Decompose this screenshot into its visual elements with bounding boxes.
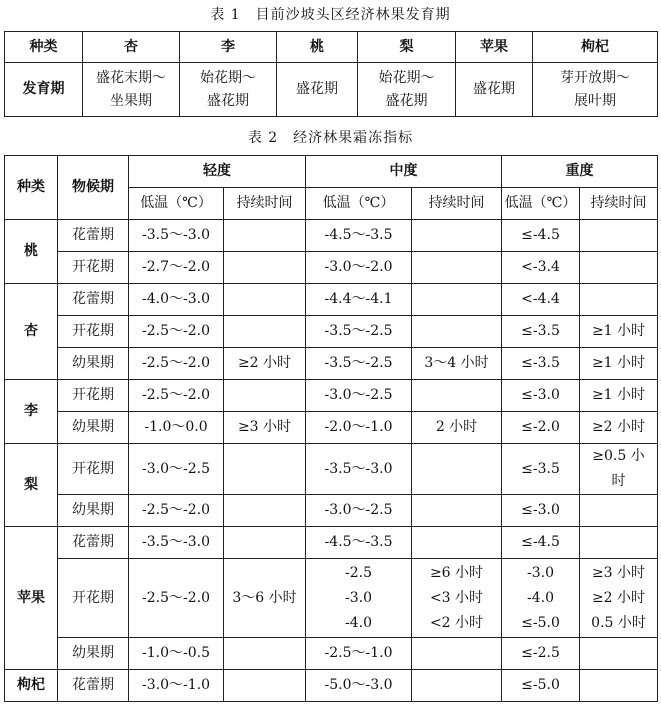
table-row [5,670,658,702]
table-row [5,252,658,284]
stage-cell: 开花期 [58,252,129,284]
temp-cell: -2.5～-2.0 [129,495,224,527]
development-stage-table [4,31,658,117]
header-severe: 重度 [502,156,658,188]
temp-cell: -2.5～-2.0 [129,316,224,348]
duration-cell [412,380,502,412]
duration-cell [412,284,502,316]
header-phenology: 物候期 [58,156,129,220]
subheader-duration: 持续时间 [224,188,306,220]
duration-cell [224,252,306,284]
table1-header-cell: 枸杞 [533,32,658,63]
temp-cell: -4.5～-3.5 [306,527,412,559]
duration-cell [412,670,502,702]
header-light: 轻度 [129,156,306,188]
temp-cell: -2.5 -3.0 -4.0 [306,559,412,638]
temp-cell: -3.5～-2.5 [306,316,412,348]
table1-cell: 盛花末期～ 坐果期 [83,63,180,117]
table1-header-cell: 苹果 [456,32,533,63]
duration-cell [412,444,502,495]
temp-cell: ≤-3.5 [502,348,580,380]
temp-cell: -3.0～-2.5 [306,495,412,527]
duration-cell: ≥2 小时 [580,412,658,444]
temp-cell: -2.0～-1.0 [306,412,412,444]
species-cell: 桃 [5,220,58,284]
temp-cell: -2.7～-2.0 [129,252,224,284]
temp-cell: ≤-2.0 [502,412,580,444]
temp-cell: -1.0～0.0 [129,412,224,444]
duration-cell [224,284,306,316]
table-row [5,348,658,380]
stage-cell: 开花期 [58,316,129,348]
temp-cell: -2.5～-2.0 [129,348,224,380]
temp-cell: ≤-3.5 [502,444,580,495]
header-moderate: 中度 [306,156,502,188]
table1-cell: 盛花期 [456,63,533,117]
table-row [5,444,658,495]
table1-header-row [5,32,658,63]
subheader-duration: 持续时间 [580,188,658,220]
stage-cell: 花蕾期 [58,284,129,316]
table-row [5,495,658,527]
stage-cell: 开花期 [58,444,129,495]
temp-cell: ≤-3.0 [502,495,580,527]
table2-caption: 表 2 经济林果霜冻指标 [247,130,414,146]
duration-cell [224,638,306,670]
stage-cell: 花蕾期 [58,220,129,252]
temp-cell: -2.5～-2.0 [129,559,224,638]
subheader-low-temp: 低温（℃） [129,188,224,220]
temp-cell: -4.5～-3.5 [306,220,412,252]
duration-cell [580,220,658,252]
table1-header-cell: 桃 [277,32,358,63]
temp-cell: <-4.4 [502,284,580,316]
duration-cell: 3～6 小时 [224,559,306,638]
duration-cell [580,495,658,527]
temp-cell: ≤-5.0 [502,670,580,702]
temp-cell: ≤-3.0 [502,380,580,412]
duration-cell [224,495,306,527]
temp-cell: -2.5～-1.0 [306,638,412,670]
table-row [5,316,658,348]
subheader-low-temp: 低温（℃） [502,188,580,220]
temp-cell: -3.5～-3.0 [129,527,224,559]
table1-cell: 始花期～ 盛花期 [180,63,277,117]
duration-cell [224,527,306,559]
duration-cell: ≥2 小时 [224,348,306,380]
species-cell: 梨 [5,444,58,527]
table1-cell: 盛花期 [277,63,358,117]
duration-cell [580,670,658,702]
stage-cell: 幼果期 [58,348,129,380]
duration-cell: ≥1 小时 [580,316,658,348]
table1-data-row [5,63,658,117]
temp-cell: -1.0～-0.5 [129,638,224,670]
temp-cell: -3.0～-2.0 [306,252,412,284]
duration-cell [224,380,306,412]
table1-header-cell: 李 [180,32,277,63]
stage-cell: 幼果期 [58,638,129,670]
stage-cell: 开花期 [58,380,129,412]
temp-cell: -3.0～-2.5 [129,444,224,495]
duration-cell: ≥3 小时 ≥2 小时 0.5 小时 [580,559,658,638]
species-cell: 苹果 [5,527,58,670]
duration-cell: ≥1 小时 [580,348,658,380]
duration-cell: 3～4 小时 [412,348,502,380]
temp-cell: -3.0 -4.0 ≤-5.0 [502,559,580,638]
table2-header-row [5,156,658,188]
duration-cell [580,252,658,284]
temp-cell: ≤-4.5 [502,527,580,559]
subheader-low-temp: 低温（℃） [306,188,412,220]
species-cell: 枸杞 [5,670,58,702]
duration-cell [412,638,502,670]
temp-cell: -3.5～-2.5 [306,348,412,380]
duration-cell: ≥6 小时 <3 小时 <2 小时 [412,559,502,638]
species-cell: 李 [5,380,58,444]
temp-cell: -5.0～-3.0 [306,670,412,702]
table1-header-cell: 杏 [83,32,180,63]
duration-cell [580,284,658,316]
duration-cell [412,220,502,252]
temp-cell: -2.5～-2.0 [129,380,224,412]
table1-cell: 始花期～ 盛花期 [358,63,456,117]
stage-cell: 幼果期 [58,495,129,527]
table1-caption: 表 1 目前沙坡头区经济林果发育期 [210,7,451,23]
temp-cell: -3.5～-3.0 [306,444,412,495]
duration-cell [580,638,658,670]
table-row [5,412,658,444]
duration-cell [412,316,502,348]
table1-header-cell: 梨 [358,32,456,63]
temp-cell: -3.5～-3.0 [129,220,224,252]
species-cell: 杏 [5,284,58,380]
temp-cell: -3.0～-1.0 [129,670,224,702]
duration-cell [224,444,306,495]
table1-row-label: 发育期 [5,63,83,117]
table1-header-cell: 种类 [5,32,83,63]
table1-cell: 芽开放期～ 展叶期 [533,63,658,117]
duration-cell: ≥1 小时 [580,380,658,412]
table-row [5,527,658,559]
stage-cell: 花蕾期 [58,527,129,559]
frost-table-body [5,156,658,702]
subheader-duration: 持续时间 [412,188,502,220]
temp-cell: -4.4～-4.1 [306,284,412,316]
duration-cell [412,252,502,284]
duration-cell [224,220,306,252]
table-row [5,284,658,316]
temp-cell: <-3.4 [502,252,580,284]
stage-cell: 幼果期 [58,412,129,444]
temp-cell: ≤-3.5 [502,316,580,348]
duration-cell: ≥3 小时 [224,412,306,444]
stage-cell: 花蕾期 [58,670,129,702]
duration-cell [412,527,502,559]
table-row [5,220,658,252]
duration-cell [580,527,658,559]
table-row [5,559,658,638]
table-row [5,380,658,412]
stage-cell: 开花期 [58,559,129,638]
table-row [5,638,658,670]
duration-cell [412,495,502,527]
temp-cell: -4.0～-3.0 [129,284,224,316]
temp-cell: ≤-2.5 [502,638,580,670]
header-species: 种类 [5,156,58,220]
duration-cell [224,670,306,702]
duration-cell: ≥0.5 小 时 [580,444,658,495]
duration-cell [224,316,306,348]
temp-cell: ≤-4.5 [502,220,580,252]
temp-cell: -3.0～-2.5 [306,380,412,412]
duration-cell: 2 小时 [412,412,502,444]
frost-index-table [4,155,658,702]
